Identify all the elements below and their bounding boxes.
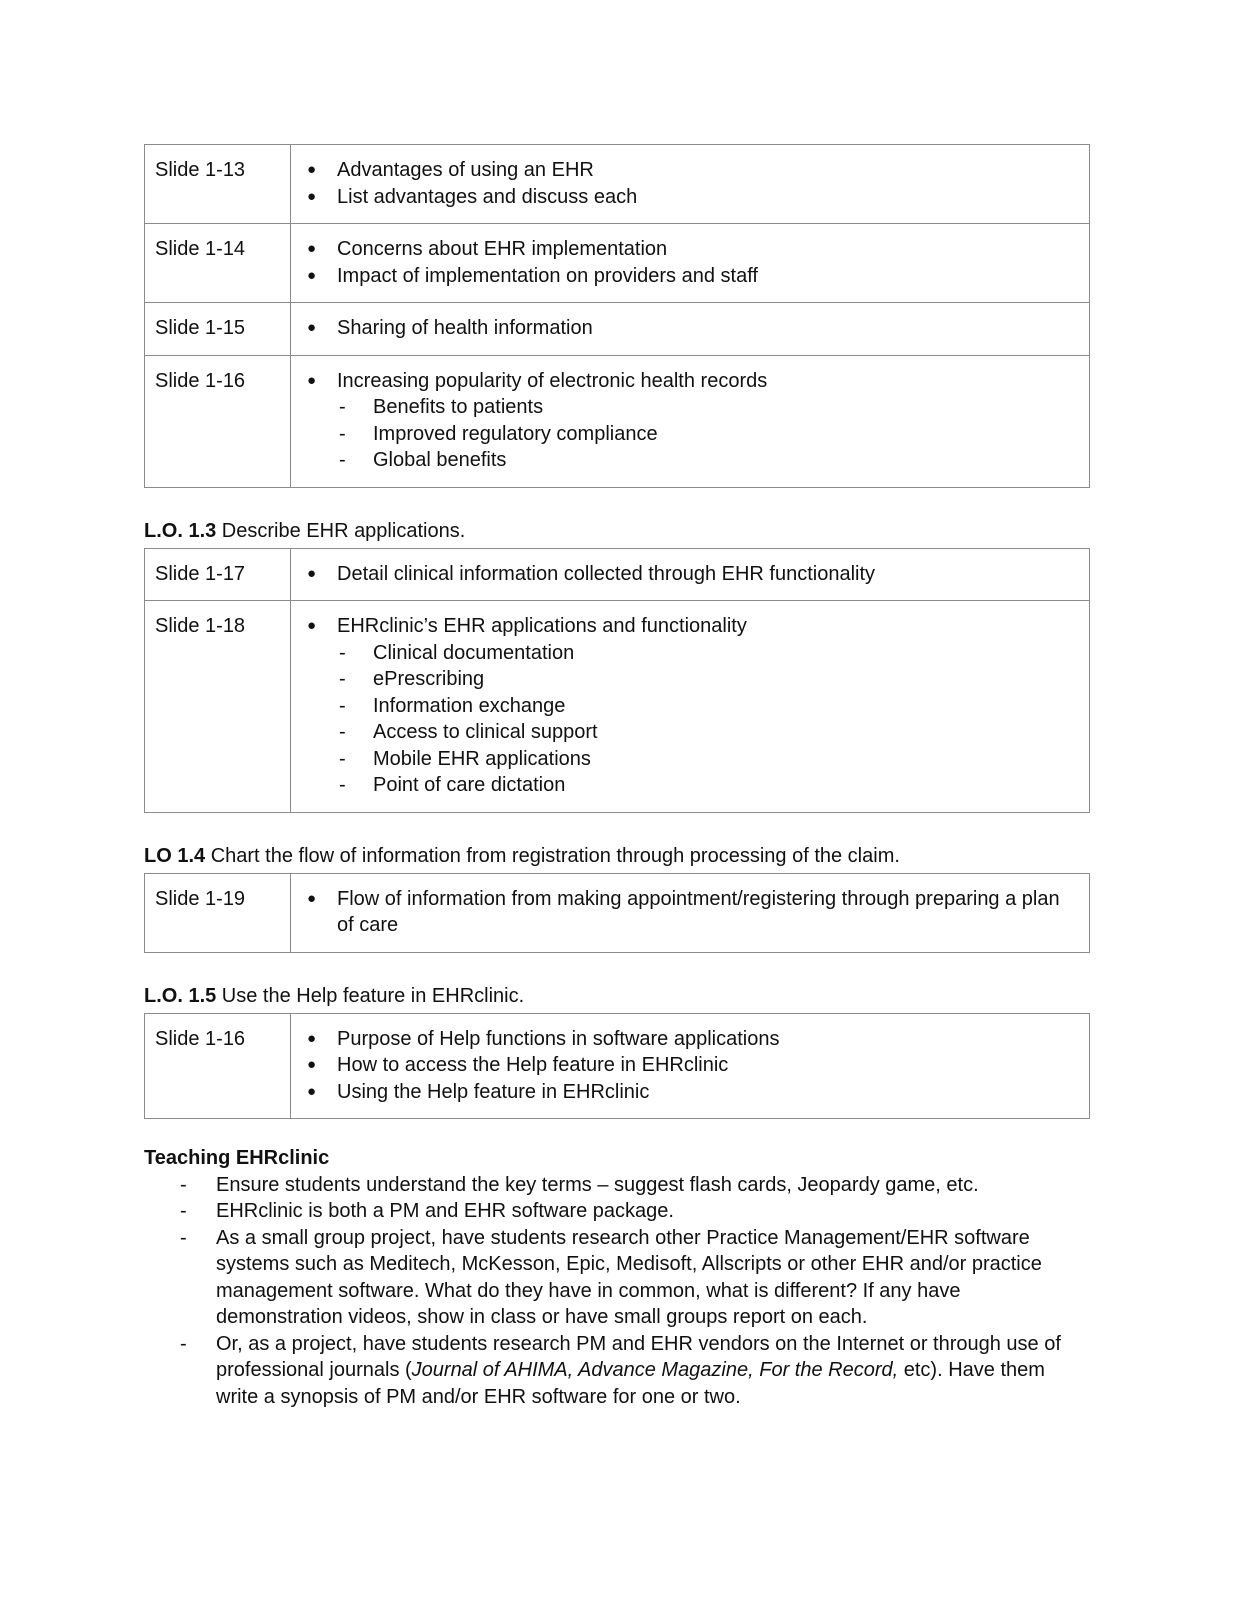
bullet-item [301,1079,1079,1106]
lo-1-3-heading [144,518,1090,544]
bullet-text: List advantages and discuss each [337,185,638,208]
slides-table-lo14 [144,873,1090,953]
teaching-list [144,1172,1090,1411]
dash-icon: - [339,747,346,770]
bullet-text: Using the Help feature in EHRclinic [337,1080,650,1103]
sub-item [337,772,1079,799]
slide-topics-cell [291,145,1090,224]
sub-item-text: Access to clinical support [373,721,598,743]
slides-table-lo12 [144,144,1090,488]
bullet-item [301,315,1079,342]
slide-topics-cell [291,601,1090,813]
bullet-list [301,561,1079,588]
teaching-section [144,1145,1090,1410]
slide-number-cell: Slide 1-13 [145,145,291,224]
dash-icon: - [180,1332,187,1355]
sub-item-text: Improved regulatory compliance [373,422,658,445]
teaching-item-text: etc). Have them write a synopsis of PM and/or EHR software for one or two. [216,1359,1045,1408]
teaching-item [144,1225,1090,1331]
bullet-icon: ● [307,617,317,634]
lo-label: LO 1.4 [144,844,206,867]
bullet-text: Impact of implementation on providers and staff [337,264,758,287]
bullet-icon: ● [307,371,317,389]
sub-item [337,447,1079,474]
bullet-icon: ● [307,319,317,336]
teaching-item-text: EHRclinic is both a PM and EHR software package. [216,1200,674,1222]
document-page [144,144,1090,1410]
sub-item-text: Global benefits [373,449,507,471]
sub-item [337,421,1079,448]
sub-item-text: Clinical documentation [373,641,575,664]
lo-text: Describe EHR applications. [216,519,466,542]
bullet-text: Purpose of Help functions in software applications [337,1027,780,1050]
dash-icon: - [180,1200,187,1222]
table-row [145,548,1090,601]
sub-item-text: Information exchange [373,694,566,717]
table-row [145,873,1090,952]
bullet-text: How to access the Help feature in EHRclinic [337,1054,729,1076]
bullet-list [301,1026,1079,1106]
teaching-item [144,1331,1090,1411]
dash-icon: - [180,1226,187,1249]
dash-icon: - [339,422,346,445]
slides-table-lo13 [144,548,1090,813]
slide-number-cell: Slide 1-15 [145,303,291,356]
lo-label: L.O. 1.3 [144,519,217,542]
bullet-icon: ● [307,240,317,257]
teaching-item-text: Journal of AHIMA, Advance Magazine, For the Record, [411,1359,899,1381]
lo-text: Use the Help feature in EHRclinic. [216,984,525,1007]
dash-icon: - [180,1173,187,1196]
table-row [145,145,1090,224]
dash-icon: - [339,774,346,796]
bullet-item [301,263,1079,290]
bullet-item [301,1052,1079,1079]
sub-list [337,394,1079,474]
sub-item-text: ePrescribing [373,668,485,690]
sub-item [337,719,1079,746]
bullet-list [301,157,1079,210]
table-row [145,1013,1090,1119]
bullet-text: Increasing popularity of electronic health records [337,369,768,392]
sub-list [337,640,1079,799]
bullet-item [301,157,1079,184]
bullet-icon: ● [307,161,317,178]
sub-item-text: Mobile EHR applications [373,747,591,770]
bullet-item [301,368,1079,474]
lo-1-5-heading [144,983,1090,1009]
bullet-icon: ● [307,1029,317,1047]
slide-number-cell: Slide 1-18 [145,601,291,813]
dash-icon: - [339,694,346,717]
bullet-item [301,613,1079,799]
slides-table-lo15 [144,1013,1090,1120]
bullet-item [301,1026,1079,1053]
bullet-list [301,886,1079,939]
bullet-icon: ● [307,187,317,205]
bullet-item [301,236,1079,263]
teaching-item [144,1198,1090,1225]
bullet-item [301,561,1079,588]
bullet-text: Sharing of health information [337,317,593,339]
slide-topics-cell [291,548,1090,601]
bullet-icon: ● [307,1056,317,1073]
dash-icon: - [339,449,346,471]
sub-item-text: Point of care dictation [373,774,566,796]
bullet-list [301,368,1079,474]
lo-1-4-heading [144,843,1090,869]
bullet-text: Concerns about EHR implementation [337,238,668,260]
bullet-list [301,236,1079,289]
bullet-icon: ● [307,564,317,582]
table-row [145,303,1090,356]
bullet-text: Detail clinical information collected through EHR functionality [337,562,876,585]
dash-icon: - [339,721,346,743]
teaching-item-text: Ensure students understand the key terms – suggest flash cards, Jeopardy game, etc. [216,1173,979,1196]
bullet-icon: ● [307,1082,317,1100]
bullet-item [301,184,1079,211]
bullet-text: EHRclinic’s EHR applications and functionality [337,615,747,637]
bullet-icon: ● [307,266,317,284]
slide-topics-cell [291,224,1090,303]
slide-topics-cell [291,1013,1090,1119]
lo-text: Chart the flow of information from registration through processing of the claim. [205,844,900,867]
teaching-title: Teaching EHRclinic [144,1147,330,1169]
bullet-text: Advantages of using an EHR [337,159,594,181]
dash-icon: - [339,668,346,690]
dash-icon: - [339,396,346,418]
bullet-list [301,315,1079,342]
lo-label: L.O. 1.5 [144,984,217,1007]
sub-item-text: Benefits to patients [373,396,544,418]
slide-number-cell: Slide 1-17 [145,548,291,601]
table-row [145,355,1090,487]
slide-number-cell: Slide 1-16 [145,1013,291,1119]
slide-number-cell: Slide 1-14 [145,224,291,303]
sub-item [337,640,1079,667]
bullet-text: Flow of information from making appointment/registering through preparing a plan of care [337,887,1060,936]
slide-number-cell: Slide 1-19 [145,873,291,952]
sub-item [337,394,1079,421]
sub-item [337,746,1079,773]
teaching-item-text: Or, as a project, have students research PM and EHR vendors on the Internet or through use of professional journals ( [216,1332,1061,1381]
slide-topics-cell [291,873,1090,952]
teaching-item [144,1172,1090,1199]
bullet-item [301,886,1079,939]
slide-topics-cell [291,303,1090,356]
slide-number-cell: Slide 1-16 [145,355,291,487]
teaching-item-text: As a small group project, have students research other Practice Management/EHR software systems such as Meditech, McKesson, Epic, Medisoft, Allscripts or other EHR and/or practice management software. What do they have in common, what is different? If any have demonstration videos, show in class or have small groups report on each. [216,1226,1042,1328]
table-row [145,601,1090,813]
dash-icon: - [339,641,346,664]
slide-topics-cell [291,355,1090,487]
sub-item [337,693,1079,720]
table-row [145,224,1090,303]
sub-item [337,666,1079,693]
bullet-icon: ● [307,889,317,907]
bullet-list [301,613,1079,799]
